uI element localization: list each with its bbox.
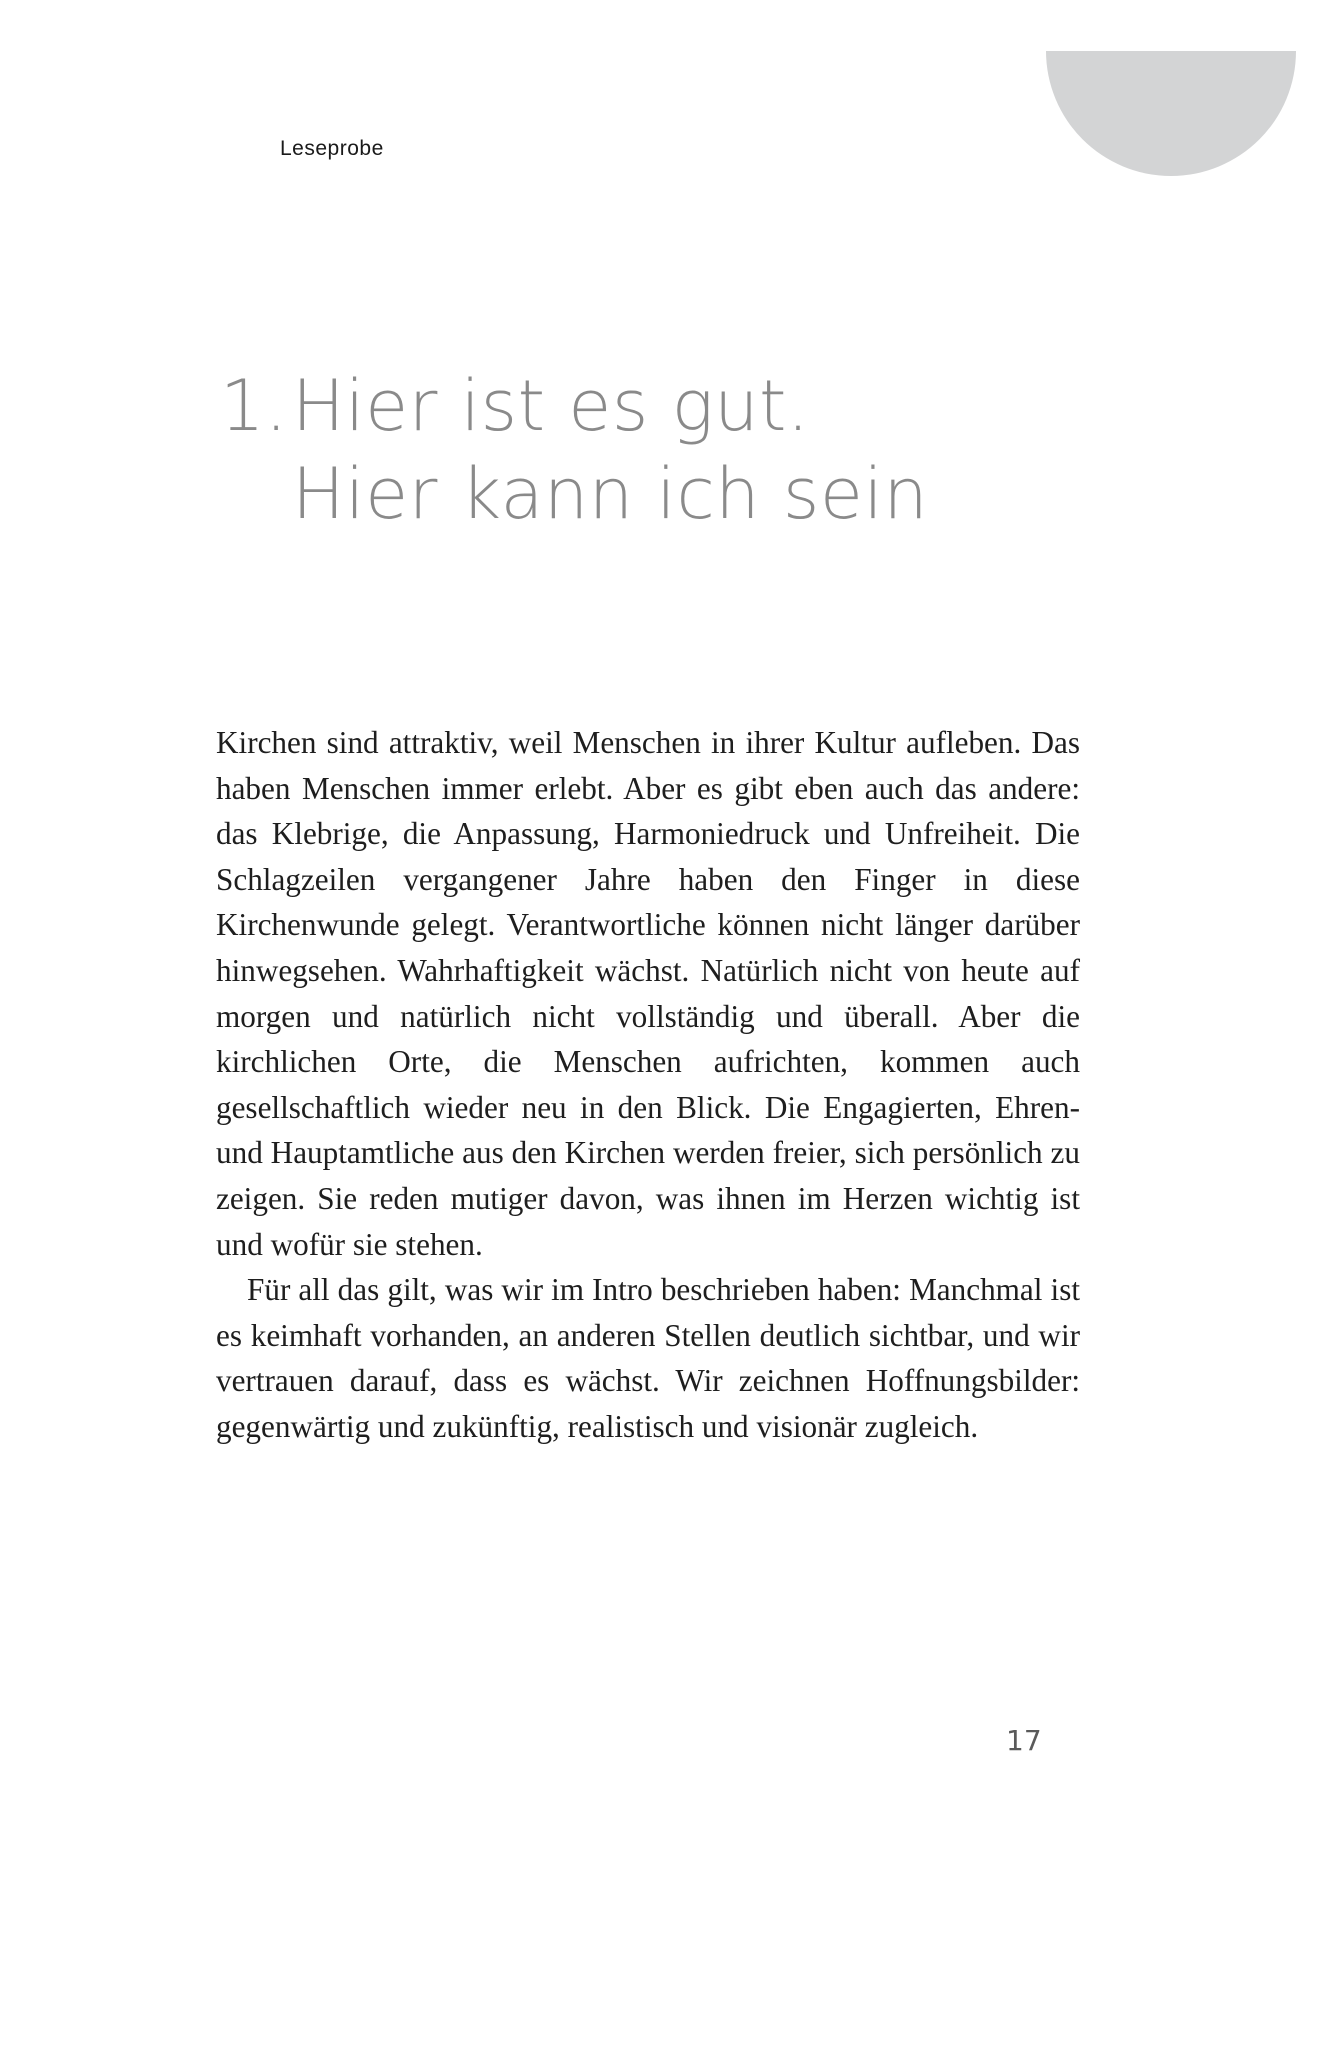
- chapter-title-line-1: Hier ist es gut.: [292, 365, 810, 447]
- page-number: 17: [1006, 1724, 1042, 1757]
- chapter-title: [220, 362, 928, 538]
- paragraph-1: Kirchen sind attraktiv, weil Menschen in ihrer Kultur aufleben. Das haben Menschen immer erlebt. Aber es gibt eben auch das andere: das Klebrige, die Anpassung, Harmoniedruck und Unfreiheit. Die Schlagzeilen vergangener Jahre haben den Finger in diese Kirchenwunde gelegt. Verantwortliche können nicht länger darüber hinwegsehen. Wahrhaftigkeit wächst. Natürlich nicht von heute auf morgen und natürlich nicht vollständig und überall. Aber die kirchlichen Orte, die Menschen aufrichten, kommen auch gesellschaftlich wieder neu in den Blick. Die Engagierten, Ehren- und Hauptamtliche aus den Kirchen werden freier, sich persönlich zu zeigen. Sie reden mutiger davon, was ihnen im Herzen wichtig ist und wofür sie stehen.: [216, 725, 1080, 1262]
- running-header: Leseprobe: [280, 137, 384, 160]
- decorative-circle: [1046, 51, 1296, 176]
- chapter-title-line-2: Hier kann ich sein: [292, 453, 929, 535]
- chapter-number: 1.: [220, 365, 288, 447]
- paragraph-2: Für all das gilt, was wir im Intro beschrieben haben: Manchmal ist es keimhaft vorhanden, an anderen Stellen deutlich sichtbar, und wir vertrauen darauf, dass es wächst. Wir zeichnen Hoffnungsbilder: gegenwärtig und zukünftig, realistisch und visionär zugleich.: [216, 1272, 1080, 1444]
- body-text: [216, 720, 1080, 1450]
- corner-decoration: [1043, 51, 1343, 351]
